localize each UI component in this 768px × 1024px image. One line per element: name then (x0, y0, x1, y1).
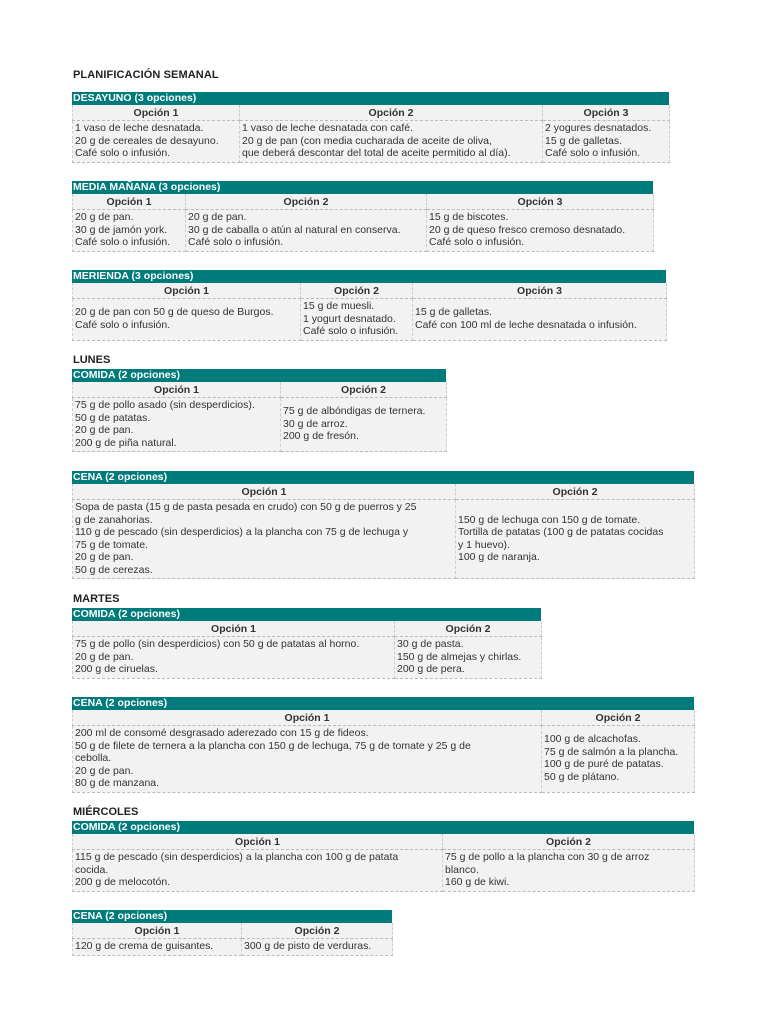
food-item: 50 g de patatas. (75, 411, 151, 424)
food-item: 15 g de biscotes. (429, 211, 509, 223)
lunes-comida-table (72, 369, 446, 452)
media-manana-table (72, 181, 653, 252)
meal-header: COMIDA (2 opciones) (72, 369, 446, 382)
food-item: 200 g de piña natural. (75, 436, 177, 449)
option-cell (73, 398, 281, 452)
food-item: Café solo o infusión. (303, 325, 399, 337)
option-cell (186, 210, 427, 252)
column-header: Opción 3 (543, 105, 670, 121)
lunes-cena-table (72, 471, 694, 579)
column-header: Opción 2 (542, 710, 695, 726)
food-item: Café con 100 ml de leche desnatada o infusión. (415, 318, 637, 331)
column-header: Opción 1 (73, 484, 456, 500)
food-item: 30 g de pasta. (397, 638, 464, 650)
column-header: Opción 1 (73, 621, 395, 637)
food-item: 30 g de jamón york. (75, 223, 168, 236)
food-item: 100 g de naranja. (458, 551, 540, 563)
food-item: 75 g de salmón a la plancha. (544, 745, 679, 758)
option-cell (73, 637, 395, 679)
food-item: 1 vaso de leche desnatada. (75, 122, 204, 134)
food-item: 20 g de pan (con media cucharada de aceite de oliva, (242, 134, 492, 147)
day-heading-martes: MARTES (73, 593, 120, 605)
food-item: 30 g de arroz. (283, 417, 348, 430)
food-item: 150 g de almejas y chirlas. (397, 650, 522, 663)
food-item: 20 g de pan con 50 g de queso de Burgos. (75, 306, 274, 319)
food-item: Café solo o infusión. (429, 236, 525, 248)
column-header: Opción 1 (73, 194, 186, 210)
food-item: 200 g de pera. (397, 663, 465, 675)
day-heading-miercoles: MIÉRCOLES (73, 806, 139, 818)
column-header: Opción 1 (73, 382, 281, 398)
option-cell (73, 939, 242, 956)
meal-header: COMIDA (2 opciones) (72, 821, 694, 834)
column-header: Opción 2 (242, 923, 393, 939)
food-item: que deberá descontar del total de aceite permitido al día). (242, 147, 511, 159)
food-item: g de zanahorias. (75, 513, 153, 526)
food-item: 120 g de crema de guisantes. (75, 940, 214, 952)
food-item: 100 g de puré de patatas. (544, 758, 664, 771)
miercoles-cena-table (72, 910, 392, 956)
option-cell (73, 726, 542, 793)
meal-header: DESAYUNO (3 opciones) (72, 92, 669, 105)
food-item: Café solo o infusión. (75, 147, 171, 159)
food-item: 20 g de pan. (75, 211, 134, 223)
column-header: Opción 1 (73, 710, 542, 726)
food-item: 15 g de galletas. (545, 134, 623, 147)
food-item: 20 g de pan. (75, 764, 134, 777)
column-header: Opción 1 (73, 834, 443, 850)
food-item: 100 g de alcachofas. (544, 733, 641, 746)
food-item: 75 g de pollo (sin desperdicios) con 50 g de patatas al horno. (75, 638, 360, 650)
food-item: 20 g de pan. (75, 551, 134, 563)
food-item: 15 g de muesli. (303, 300, 375, 312)
column-header: Opción 2 (281, 382, 447, 398)
column-header: Opción 2 (395, 621, 542, 637)
food-item: Café solo o infusión. (75, 318, 171, 331)
option-cell (542, 726, 695, 793)
option-cell (73, 850, 443, 892)
option-cell (443, 850, 695, 892)
column-header: Opción 2 (456, 484, 695, 500)
food-item: 30 g de caballa o atún al natural en conserva. (188, 223, 401, 236)
food-item: 115 g de pescado (sin desperdicios) a la plancha con 100 g de patata (75, 851, 399, 863)
food-item: 150 g de lechuga con 150 g de tomate. (458, 513, 641, 526)
option-cell (301, 299, 413, 341)
martes-cena-table (72, 697, 694, 793)
option-cell (242, 939, 393, 956)
option-cell (73, 500, 456, 579)
food-item: 20 g de pan. (75, 650, 134, 663)
option-cell (73, 210, 186, 252)
food-item: blanco. (445, 863, 479, 876)
food-item: 200 g de fresón. (283, 430, 359, 443)
food-item: cocida. (75, 863, 109, 876)
option-cell (543, 121, 670, 163)
column-header: Opción 1 (73, 923, 242, 939)
martes-comida-table (72, 608, 541, 679)
food-item: 75 g de pollo a la plancha con 30 g de arroz (445, 851, 650, 863)
option-cell (73, 299, 301, 341)
column-header: Opción 2 (443, 834, 695, 850)
food-item: Café solo o infusión. (188, 236, 284, 248)
food-item: Sopa de pasta (15 g de pasta pesada en crudo) con 50 g de puerros y 25 (75, 501, 417, 513)
food-item: 75 g de tomate. (75, 538, 148, 551)
option-cell (427, 210, 654, 252)
food-item: 50 g de filete de ternera a la plancha con 150 g de lechuga, 75 g de tomate y 25 g de (75, 739, 471, 752)
food-item: 20 g de queso fresco cremoso desnatado. (429, 223, 626, 236)
column-header: Opción 2 (186, 194, 427, 210)
food-item: Café solo o infusión. (545, 147, 641, 159)
merienda-table (72, 270, 666, 341)
food-item: 20 g de pan. (75, 424, 134, 436)
day-heading-lunes: LUNES (73, 354, 111, 366)
food-item: 50 g de cerezas. (75, 563, 153, 576)
miercoles-comida-table (72, 821, 694, 892)
food-item: 75 g de albóndigas de ternera. (283, 405, 426, 418)
food-item: 200 g de ciruelas. (75, 663, 158, 675)
food-item: 15 g de galletas. (415, 306, 493, 319)
food-item: Café solo o infusión. (75, 236, 171, 248)
meal-header: MEDIA MAÑANA (3 opciones) (72, 181, 653, 194)
column-header: Opción 1 (73, 283, 301, 299)
meal-header: CENA (2 opciones) (72, 697, 694, 710)
option-cell (413, 299, 667, 341)
food-item: 20 g de cereales de desayuno. (75, 134, 219, 147)
option-cell (395, 637, 542, 679)
meal-header: COMIDA (2 opciones) (72, 608, 541, 621)
option-cell (456, 500, 695, 579)
meal-header: CENA (2 opciones) (72, 910, 392, 923)
food-item: Tortilla de patatas (100 g de patatas cocidas (458, 526, 664, 538)
option-cell (73, 121, 240, 163)
food-item: 110 g de pescado (sin desperdicios) a la plancha con 75 g de lechuga y (75, 526, 409, 538)
food-item: 1 vaso de leche desnatada con café. (242, 122, 414, 134)
food-item: 50 g de plátano. (544, 770, 620, 783)
food-item: 300 g de pisto de verduras. (244, 940, 372, 952)
column-header: Opción 1 (73, 105, 240, 121)
food-item: 1 yogurt desnatado. (303, 312, 396, 325)
food-item: 200 ml de consomé desgrasado aderezado con 15 g de fideos. (75, 727, 369, 739)
column-header: Opción 3 (413, 283, 667, 299)
column-header: Opción 3 (427, 194, 654, 210)
food-item: 20 g de pan. (188, 211, 247, 223)
column-header: Opción 2 (240, 105, 543, 121)
column-header: Opción 2 (301, 283, 413, 299)
food-item: 160 g de kiwi. (445, 876, 510, 888)
food-item: 75 g de pollo asado (sin desperdicios). (75, 399, 255, 411)
food-item: 80 g de manzana. (75, 777, 160, 789)
meal-header: CENA (2 opciones) (72, 471, 694, 484)
food-item: cebolla. (75, 752, 112, 764)
option-cell (281, 398, 447, 452)
page-title: PLANIFICACIÓN SEMANAL (73, 69, 219, 81)
food-item: 2 yogures desnatados. (545, 122, 652, 134)
food-item: 200 g de melocotón. (75, 876, 171, 888)
desayuno-table (72, 92, 669, 163)
food-item: y 1 huevo). (458, 538, 510, 551)
meal-header: MERIENDA (3 opciones) (72, 270, 666, 283)
option-cell (240, 121, 543, 163)
